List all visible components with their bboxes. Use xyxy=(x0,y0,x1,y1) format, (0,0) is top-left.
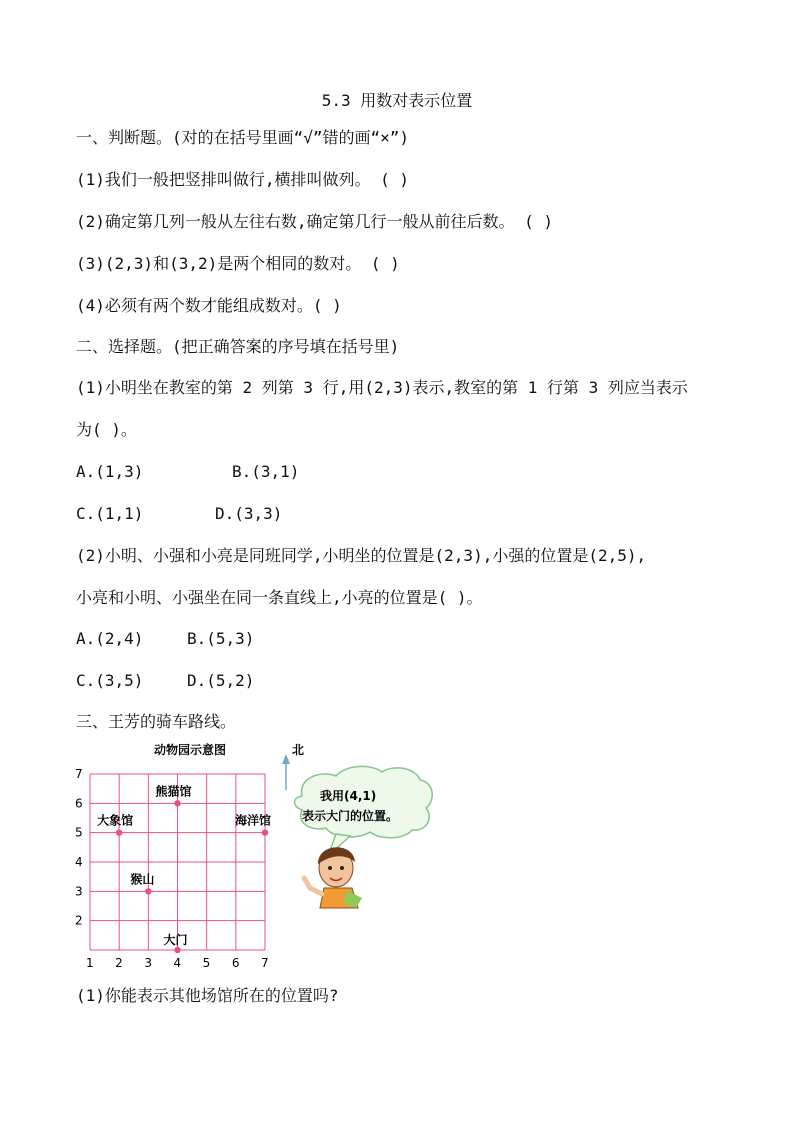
choice2-line2: 小亮和小明、小强坐在同一条直线上,小亮的位置是( )。 xyxy=(76,588,483,607)
zoo-map-figure xyxy=(70,738,450,970)
page-title: 5.3 用数对表示位置 xyxy=(321,91,473,110)
choice2-line1: (2)小明、小强和小亮是同班同学,小明坐的位置是(2,3),小强的位置是(2,5), xyxy=(76,546,647,565)
choice1-option-b: B.(3,1) xyxy=(232,462,300,481)
choice1-line1: (1)小明坐在教室的第 2 列第 3 行,用(2,3)表示,教室的第 1 行第 3 列应当表示 xyxy=(76,378,688,397)
x-tick-label: 7 xyxy=(261,956,269,970)
x-tick-label: 2 xyxy=(115,956,123,970)
y-tick-label: 7 xyxy=(75,767,83,781)
choice2-option-d: D.(5,2) xyxy=(187,671,255,690)
map-point xyxy=(262,829,268,835)
judge-item-1: (1)我们一般把竖排叫做行,横排叫做列。 ( ) xyxy=(76,170,410,189)
choice1-line2: 为( )。 xyxy=(76,420,137,439)
judge-item-4: (4)必须有两个数才能组成数对。( ) xyxy=(76,296,342,315)
map-point xyxy=(174,947,180,953)
map-point-label: 海洋馆 xyxy=(235,813,272,828)
judge-item-3: (3)(2,3)和(3,2)是两个相同的数对。 ( ) xyxy=(76,254,400,273)
north-label: 北 xyxy=(292,743,305,757)
y-tick-label: 5 xyxy=(75,825,83,840)
map-point-label: 熊猫馆 xyxy=(155,784,192,799)
map-point-label: 猴山 xyxy=(130,872,155,887)
choice2-option-c: C.(3,5) xyxy=(76,671,144,690)
map-x-ticks xyxy=(86,956,269,970)
choice2-option-b: B.(5,3) xyxy=(187,629,255,648)
section3-heading: 三、王芳的骑车路线。 xyxy=(76,712,237,731)
north-arrow-icon xyxy=(282,754,290,790)
choice1-option-d: D.(3,3) xyxy=(215,504,283,523)
x-tick-label: 3 xyxy=(144,956,152,970)
x-tick-label: 6 xyxy=(231,956,240,970)
map-point xyxy=(116,829,122,835)
map-points xyxy=(97,783,271,953)
map-y-ticks xyxy=(75,767,83,928)
bubble-line-1: 我用(4,1) xyxy=(320,789,377,803)
y-tick-label: 4 xyxy=(75,855,83,869)
map-point xyxy=(145,888,151,894)
x-tick-label: 4 xyxy=(173,956,182,970)
y-tick-label: 6 xyxy=(75,796,83,811)
section3-question-1: (1)你能表示其他场馆所在的位置吗? xyxy=(76,986,339,1005)
judge-item-2: (2)确定第几列一般从左往右数,确定第几行一般从前往后数。 ( ) xyxy=(76,212,554,231)
zoo-map-svg xyxy=(70,738,450,970)
map-point-label: 大象馆 xyxy=(97,813,134,828)
choice1-option-c: C.(1,1) xyxy=(76,504,144,523)
y-tick-label: 2 xyxy=(75,913,83,928)
choice2-option-a: A.(2,4) xyxy=(76,629,144,648)
x-tick-label: 5 xyxy=(202,956,211,970)
map-title: 动物园示意图 xyxy=(154,743,227,757)
section1-heading: 一、判断题。(对的在括号里画“√”错的画“×”) xyxy=(76,128,410,147)
map-point xyxy=(174,800,180,806)
x-tick-label: 1 xyxy=(86,956,94,970)
bubble-line-2: 表示大门的位置。 xyxy=(302,809,399,823)
choice1-option-a: A.(1,3) xyxy=(76,462,144,481)
y-tick-label: 3 xyxy=(75,884,83,899)
boy-illustration-icon xyxy=(304,847,362,908)
map-point-label: 大门 xyxy=(163,933,188,947)
section2-heading: 二、选择题。(把正确答案的序号填在括号里) xyxy=(76,337,400,356)
